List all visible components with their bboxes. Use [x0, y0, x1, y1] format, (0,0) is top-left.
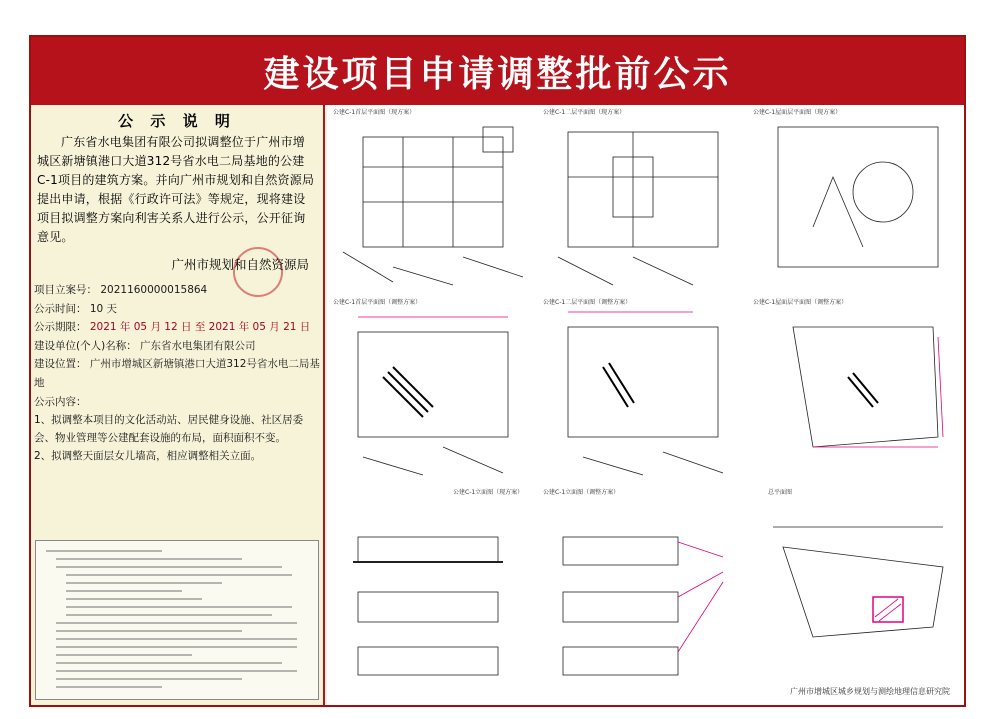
field-location — [34, 355, 323, 392]
applicant-label: 建设单位(个人)名称： — [34, 339, 137, 352]
design-notes-image — [35, 540, 319, 700]
drawing-label: 公建C-1立面图（调整方案） — [543, 489, 620, 496]
drawing-label: 公建C-1首层平面图（现方案） — [333, 109, 416, 116]
drawing-label: 公建C-1屋面层平面图（现方案） — [753, 109, 842, 116]
footer-credit: 广州市增城区城乡规划与测绘地理信息研究院 — [790, 687, 950, 696]
field-applicant — [34, 337, 323, 356]
floor-plan-image — [753, 297, 958, 477]
drawing-label: 公建C-1立面图（现方案） — [453, 489, 524, 496]
drawing-label: 公建C-1屋面层平面图（调整方案） — [753, 299, 848, 306]
plan-drawing — [333, 297, 533, 477]
floor-plan-image — [543, 107, 743, 292]
floor-plan-image — [333, 107, 533, 292]
drawing-label: 公建C-1二层平面图（现方案） — [543, 109, 626, 116]
site-plan-image — [753, 487, 958, 697]
plan-drawing — [753, 107, 958, 292]
plan-drawing — [543, 107, 743, 292]
notice-body: 广东省水电集团有限公司拟调整位于广州市增城区新塘镇港口大道312号省水电二局基地的公建C-1项目的建筑方案。并向广州市规划和自然资源局提出申请，根据《行政许可法》等规定，现将建设项目拟调整方案向利害关系人进行公示，公开征询意见。 — [37, 135, 315, 244]
location-label: 建设位置： — [34, 358, 87, 371]
signature-row — [31, 247, 323, 281]
title-banner — [31, 37, 964, 105]
location-value: 广州市增城区新塘镇港口大道312号省水电二局基地 — [34, 358, 320, 389]
page-title: 建设项目申请调整批前公示 — [263, 52, 732, 95]
issuer-signature: 广州市规划和自然资源局 — [171, 257, 309, 272]
field-duration — [34, 300, 323, 319]
notice-title: 公 示 说 明 — [118, 112, 236, 130]
case-no-value: 2021160000015864 — [100, 284, 208, 296]
contents-item: 1、拟调整本项目的文化活动站、居民健身设施、社区居委会、物业管理等公建配套设施的布局，面积面积不变。 — [34, 414, 304, 445]
case-no-label: 项目立案号： — [34, 284, 97, 296]
floor-plan-image — [333, 297, 533, 477]
contents-item: 2、拟调整天面层女儿墙高，相应调整相关立面。 — [34, 450, 262, 463]
duration-label: 公示时间： — [34, 302, 87, 315]
plan-drawing — [333, 107, 533, 292]
plan-drawing — [543, 297, 743, 477]
project-fields — [31, 281, 323, 411]
notes-text-lines — [42, 545, 314, 695]
period-value: 2021 年 05 月 12 日 至 2021 年 05 月 21 日 — [89, 321, 311, 334]
elevation-drawing — [543, 487, 743, 697]
drawing-label: 总平面图 — [768, 489, 793, 496]
field-period — [34, 318, 323, 337]
elevation-drawing — [333, 487, 533, 697]
elevation-image — [543, 487, 743, 697]
duration-value: 10 天 — [89, 302, 118, 315]
drawing-label: 公建C-1二层平面图（调整方案） — [543, 299, 632, 306]
floor-plan-image — [753, 107, 958, 292]
site-plan-drawing — [753, 487, 958, 697]
elevation-image — [333, 487, 533, 697]
notice-board — [29, 35, 966, 707]
applicant-value: 广东省水电集团有限公司 — [140, 339, 256, 352]
notice-panel — [31, 105, 325, 705]
floor-plan-image — [543, 297, 743, 477]
period-label: 公示期限： — [34, 321, 87, 334]
drawings-panel — [327, 105, 964, 705]
field-contents-label: 公示内容： — [34, 395, 87, 408]
plan-drawing — [753, 297, 958, 477]
drawing-label: 公建C-1首层平面图（调整方案） — [333, 299, 422, 306]
contents-list — [31, 411, 323, 465]
